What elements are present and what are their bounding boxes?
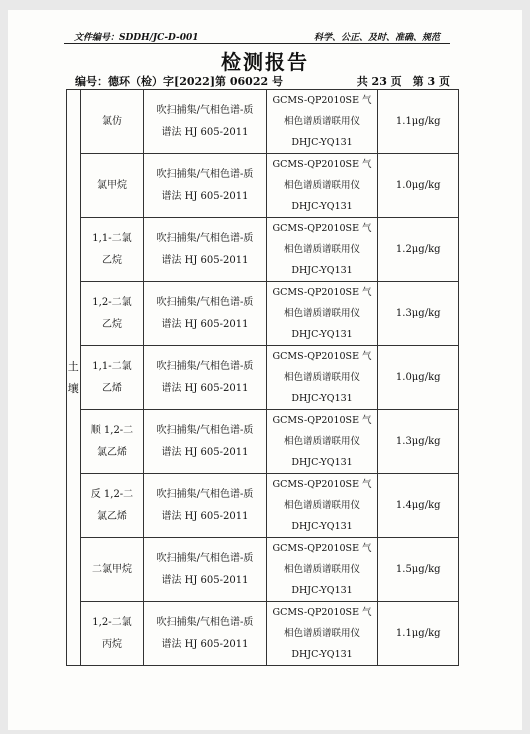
instrument-line: DHJC-YQ131 [291,329,353,340]
method-cell [144,410,266,474]
sample-type-char: 土 [67,359,79,373]
table-row [67,538,459,602]
sample-type-cell [67,90,81,666]
report-number: 编号：德环（检）字[2022]第 06022 号 [75,75,283,88]
instrument-line: 相色谱质谱联用仪 [284,628,361,639]
method-line: 吹扫捕集/气相色谱-质 [156,424,254,436]
instrument-line: 相色谱质谱联用仪 [284,308,361,319]
method-line: 吹扫捕集/气相色谱-质 [156,296,254,308]
analyte-name-line: 二氯甲烷 [91,563,132,575]
detection-limit-cell: 1.2μg/kg [378,218,459,282]
item-cell [80,474,144,538]
instrument-cell [266,282,378,346]
detection-limit-cell: 1.5μg/kg [378,538,459,602]
instrument-cell [266,154,378,218]
instrument-line: GCMS-QP2010SE 气 [272,351,372,362]
analyte-name-line: 乙烷 [101,254,122,266]
instrument-line: 相色谱质谱联用仪 [284,180,361,191]
analyte-name-line: 氯乙烯 [96,446,127,458]
analyte-name-line: 1,1-二氯 [92,360,132,372]
analyte-name-line: 氯仿 [101,115,122,127]
sample-type-char: 壤 [67,381,79,395]
method-cell [144,538,266,602]
instrument-line: GCMS-QP2010SE 气 [272,287,372,298]
instrument-cell [266,602,378,666]
item-cell [80,602,144,666]
table-row [67,410,459,474]
detection-limit-cell: 1.0μg/kg [378,154,459,218]
instrument-line: 相色谱质谱联用仪 [284,116,361,127]
running-header [64,27,450,44]
detection-limit-cell: 1.3μg/kg [378,410,459,474]
instrument-line: 相色谱质谱联用仪 [284,436,361,447]
table-row [67,218,459,282]
method-line: 谱法 HJ 605-2011 [161,382,249,394]
method-cell [144,346,266,410]
page-info: 共 23 页 第 3 页 [356,75,450,88]
instrument-line: 相色谱质谱联用仪 [284,564,361,575]
instrument-line: GCMS-QP2010SE 气 [272,543,372,554]
analyte-name-line: 反 1,2-二 [90,488,134,500]
detection-limit-cell: 1.1μg/kg [378,602,459,666]
instrument-line: DHJC-YQ131 [291,457,353,468]
report-title: 检测报告 [221,50,309,74]
instrument-line: GCMS-QP2010SE 气 [272,479,372,490]
instrument-line: GCMS-QP2010SE 气 [272,607,372,618]
method-line: 谱法 HJ 605-2011 [161,446,249,458]
instrument-line: DHJC-YQ131 [291,393,353,404]
instrument-line: 相色谱质谱联用仪 [284,244,361,255]
method-cell [144,90,266,154]
method-line: 谱法 HJ 605-2011 [161,254,249,266]
analyte-name-line: 顺 1,2-二 [90,424,134,436]
instrument-line: DHJC-YQ131 [291,201,353,212]
instrument-cell [266,474,378,538]
detection-table [66,89,459,666]
item-cell [80,346,144,410]
detection-limit-cell: 1.0μg/kg [378,346,459,410]
instrument-line: 相色谱质谱联用仪 [284,372,361,383]
method-line: 吹扫捕集/气相色谱-质 [156,360,254,372]
method-line: 谱法 HJ 605-2011 [161,318,249,330]
analyte-name-line: 1,1-二氯 [92,232,132,244]
table-row [67,282,459,346]
item-cell [80,538,144,602]
analyte-name-line: 氯甲烷 [96,179,127,191]
method-line: 吹扫捕集/气相色谱-质 [156,616,254,628]
analyte-name-line: 丙烷 [101,638,122,650]
instrument-line: DHJC-YQ131 [291,265,353,276]
instrument-cell [266,218,378,282]
table-row [67,90,459,154]
method-line: 谱法 HJ 605-2011 [161,574,249,586]
motto: 科学、公正、及时、准确、规范 [313,33,440,43]
item-cell [80,282,144,346]
detection-limit-cell: 1.3μg/kg [378,282,459,346]
method-cell [144,282,266,346]
instrument-line: GCMS-QP2010SE 气 [272,223,372,234]
table-row [67,154,459,218]
instrument-line: GCMS-QP2010SE 气 [272,415,372,426]
analyte-name-line: 乙烷 [101,318,122,330]
item-cell [80,218,144,282]
file-number: 文件编号：SDDH/JC-D-001 [74,33,199,43]
method-cell [144,218,266,282]
table-row [67,474,459,538]
method-line: 吹扫捕集/气相色谱-质 [156,168,254,180]
method-line: 吹扫捕集/气相色谱-质 [156,552,254,564]
method-cell [144,154,266,218]
method-line: 谱法 HJ 605-2011 [161,190,249,202]
instrument-cell [266,346,378,410]
analyte-name-line: 乙烯 [101,382,122,394]
item-cell [80,154,144,218]
method-line: 吹扫捕集/气相色谱-质 [156,232,254,244]
table-row [67,346,459,410]
detection-limit-cell: 1.4μg/kg [378,474,459,538]
method-cell [144,602,266,666]
method-line: 谱法 HJ 605-2011 [161,126,249,138]
table-row [67,602,459,666]
item-cell [80,90,144,154]
instrument-line: DHJC-YQ131 [291,585,353,596]
analyte-name-line: 氯乙烯 [96,510,127,522]
analyte-name-line: 1,2-二氯 [92,616,132,628]
instrument-line: 相色谱质谱联用仪 [284,500,361,511]
analyte-name-line: 1,2-二氯 [92,296,132,308]
instrument-line: DHJC-YQ131 [291,649,353,660]
method-line: 谱法 HJ 605-2011 [161,638,249,650]
instrument-line: GCMS-QP2010SE 气 [272,95,372,106]
instrument-line: DHJC-YQ131 [291,521,353,532]
instrument-cell [266,410,378,474]
instrument-line: GCMS-QP2010SE 气 [272,159,372,170]
instrument-cell [266,538,378,602]
method-line: 吹扫捕集/气相色谱-质 [156,104,254,116]
detection-limit-cell: 1.1μg/kg [378,90,459,154]
instrument-cell [266,90,378,154]
method-line: 谱法 HJ 605-2011 [161,510,249,522]
method-line: 吹扫捕集/气相色谱-质 [156,488,254,500]
instrument-line: DHJC-YQ131 [291,137,353,148]
method-cell [144,474,266,538]
item-cell [80,410,144,474]
